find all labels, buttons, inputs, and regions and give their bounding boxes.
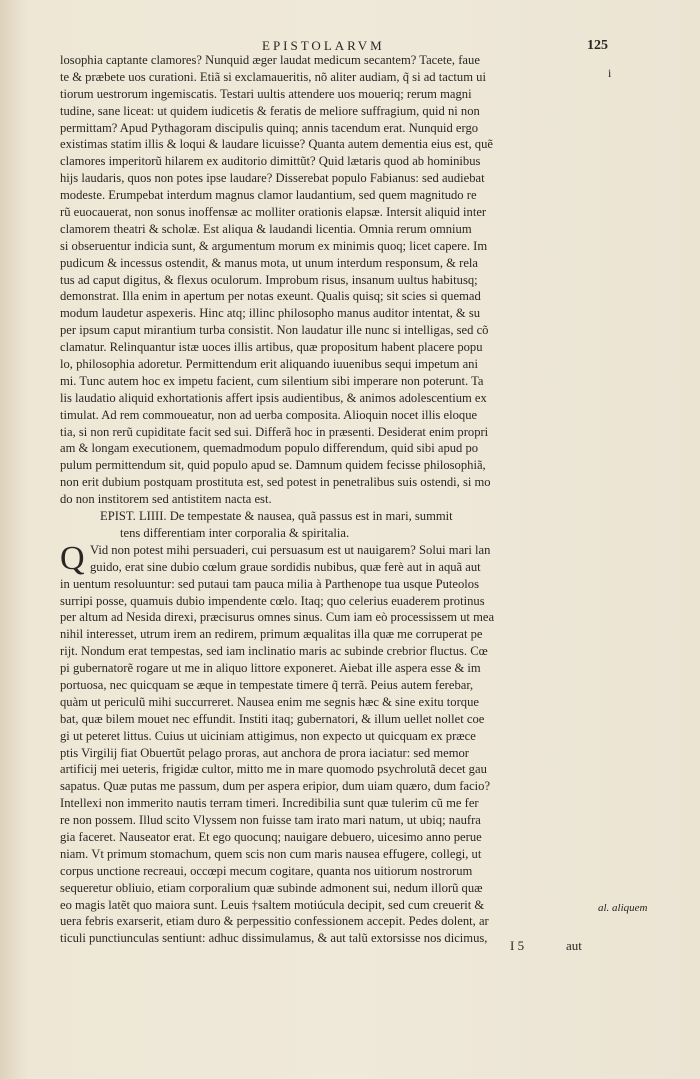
text-line: hijs laudaris, quos non potes ipse laudare? Disserebat populo Fabianus: sed audiebat [60,171,485,186]
text-line: demonstrat. Illa enim in apertum per notas exeunt. Qualis quisq; sit scies si quemad [60,289,481,304]
running-title: EPISTOLARVM [262,38,385,53]
text-line: modum laudetur aspexeris. Hinc atq; illinc philosopho manus auditor intentat, & su [60,306,481,321]
paragraph-2 [60,539,600,947]
text-line: bat, quæ bilem mouet nec effundit. Institi itaq; gubernatori, & illum uellet nollet coe [60,711,485,726]
text-line: eo magis latẽt quo maiora sunt. Leuis †saltem motiúcula decipit, sed cum creuerit & [60,897,485,912]
text-line: tia, si non rerũ cupiditate facit sed sui. Differã hoc in præsenti. Desiderat enim propri [60,424,489,439]
text-line: clamores imperitorũ hilarem ex auditorio dimittũt? Quid lætaris quod ab hominibus [60,154,481,169]
text-line: te & præbete uos curationi. Etiã si exclamaueritis, nõ aliter audiam, q̃ si ad tactum ui [60,69,486,84]
text-line: nihil interesset, utrum irem an redirem, primum æqualitas illa quæ me corruperat pe [60,627,483,642]
text-line: clamorem theatri & scholæ. Est aliqua & laudandi licentia. Omnia rerum omnium [60,221,472,236]
text-line: modeste. Erumpebat interdum magnus clamor laudantium, sed quem magnitudo re [60,188,477,203]
text-line: portuosa, nec quicquam se æque in tempestate timere q̃ terrã. Peius autem ferebar, [60,677,474,692]
text-line: losophia captante clamores? Nunquid æger laudat medicum secantem? Tacete, faue [60,53,480,67]
text-line: lis laudatio aliquid exhortationis affert ipsis audientibus, & animos adolescentium ex [60,390,487,405]
text-line: Vid non potest mihi persuaderi, cui persuasum est ut nauigarem? Solui mari lan [90,542,491,557]
text-line: tudine, sane liceat: ut quidem iudicetis & feratis de meliore suffragium, quid ni non [60,103,480,118]
text-line: uera febris exarserit, etiam duro & perpessitio confessionem accepit. Pedes dolent, ar [60,914,489,929]
text-line: si obseruentur indicia sunt, & argumentum morum ex minimis quoq; licet capere. Im [60,238,488,253]
text-line: corpus unctione recreaui, occœpi mecum cogitare, quanta nos uitiorum nostrorum [60,863,473,878]
text-line: rũ euocauerat, non sonus inoffensæ ac molliter orationis elapsæ. Intersit aliquid inter [60,205,487,220]
text-line: surripi posse, quamuis dubio impendente cœlo. Itaq; quo celerius euaderem protinus [60,593,485,608]
text-line: sapatus. Quæ putas me passum, dum per aspera eripior, dum uiam quæro, dum facio? [60,779,491,794]
main-text [60,52,600,947]
catchword: aut [566,938,582,953]
text-line: clamatur. Relinquantur istæ uoces illis artibus, quæ propositum habent placere popu [60,340,483,355]
text-line: sequeretur obliuio, etiam corporalium quæ subinde admonent sui, nedum illorũ quæ [60,880,483,895]
margin-note: al. aliquem [598,902,648,914]
text-line: Intellexi non immerito nautis terram timeri. Incredibilia sunt quæ tulerim cũ me fer [60,796,479,811]
page-footer [0,938,700,958]
signature-mark: I 5 [510,938,525,953]
text-line: non erit dubium postquam prostituta est, sed potest in penetralibus suis ostendi, si mo [60,475,491,490]
text-line: quàm ut periculũ mihi succurreret. Nausea enim me segnis hæc & sine exitu torque [60,694,479,709]
text-line: guido, erat sine dubio cœlum graue sordidis nubibus, quæ ferè aut in aquã aut [90,559,481,574]
text-line: mi. Tunc autem hoc ex impetu facient, cum silentium sibi imperare non poterunt. Ta [60,373,484,388]
paragraph-1 [60,52,600,508]
text-line: existimas statim illis & loqui & laudare licuisse? Quanta autem dementia eius est, quẽ [60,137,493,152]
epistle-heading-continued: tens differentiam inter corporalia & spiritalia. [120,525,350,540]
text-line: ptis Virgilij fiat Obuertũt pelago proras, aut anchora de prora iaciatur: sed memor [60,745,469,760]
text-line: re non possem. Illud scito Vlyssem non fuisse tam irato mari natum, ut ubiq; naufra [60,813,481,828]
text-line: pi gubernatorẽ rogare ut me in aliquo littore exponeret. Aiebat ille aspera esse & im [60,661,481,676]
text-line: timulat. Ad rem commoueatur, non ad uerba composita. Alioquin nocet illis eloque [60,407,478,422]
text-line: per ipsum caput mirantium turba consistit. Non laudatur ille nunc si intelligas, sed cõ [60,323,489,338]
text-line: tiorum uestrorum ingemiscatis. Testari uultis attendere uos moueriq; rerum magni [60,86,472,101]
margin-mark: i [608,66,612,80]
text-line: ticuli punctiunculas sentiunt: adhuc dissimulamus, & aut talũ extorsisse nos dicimus, [60,931,488,946]
text-line: artificij mei ueteris, frigidæ cultor, mitto me in mare quomodo psychrolutã decet gau [60,762,487,777]
text-line: lo, philosophia adoretur. Permittendum erit aliquando iuuenibus sequi impetum ani [60,357,478,372]
text-line: do non institorem sed antistitem nacta est. [60,492,272,507]
text-line: gi ut peteret littus. Cuius ut uiciniam attigimus, non expecto ut quicquam ex præce [60,728,476,743]
text-line: am & longam executionem, quemadmodum populo differendum, quid sibi apud po [60,441,479,456]
text-line: gia faceret. Nauseator erat. Et ego quocunq; nauigare debuero, uicesimo anno perue [60,829,482,844]
text-line: permittam? Apud Pythagoram discipulis quinq; annis tacendum erat. Nunquid ergo [60,120,479,135]
text-line: rijt. Nondum erat tempestas, sed iam inclinatio maris ac subinde crebrior fluctus. Cœ [60,644,488,659]
text-line: per altum ad Nesida direxi, præcisurus omnes sinus. Cum iam eò processissem ut mea [60,610,495,625]
text-line: in uentum resoluuntur: sed putaui tam pauca milia à Parthenope tua usque Puteolos [60,576,480,591]
text-line: pudicum & incessus ostendit, & manus mota, ut unum interdum responsum, & rela [60,255,478,270]
text-line: tus ad caput digitus, & flexus oculorum. Improbum risus, insanum uultus habitusq; [60,272,478,287]
folio-number: 125 [587,38,608,53]
text-line: pulum permittendum sit, quid populo apud se. Damnum quidem fecisse philosophiã, [60,458,486,473]
drop-capital: Q [60,539,85,577]
epistle-heading: EPIST. LIIII. De tempestate & nausea, quã passus est in mari, summit [100,509,453,524]
text-line: niam. Vt primum stomachum, quem scis non cum maris nausea effugere, collegi, ut [60,846,482,861]
